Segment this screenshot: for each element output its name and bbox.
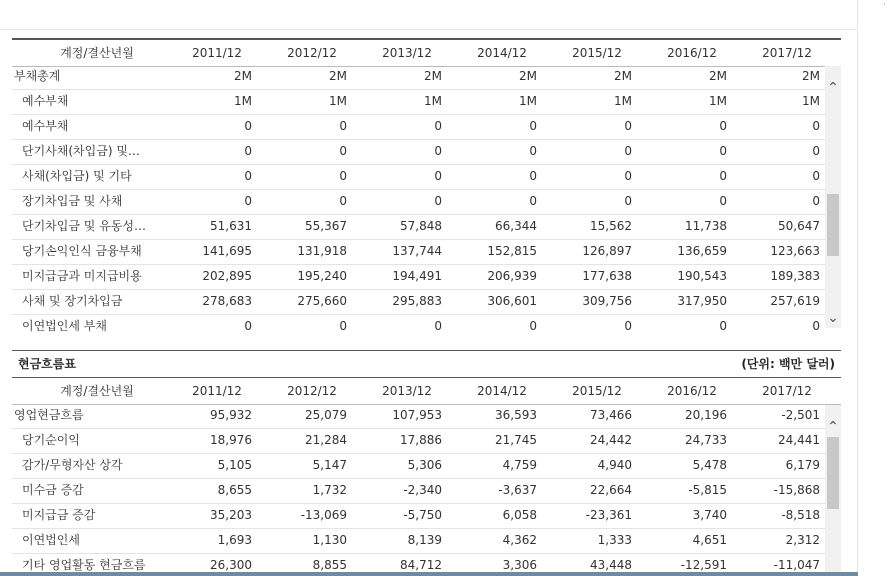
liabilities-scrollbar[interactable] [825,66,841,328]
top-divider [0,29,858,30]
row-value: 3,740 [692,508,727,522]
row-value: 0 [339,144,347,158]
table-row [12,314,825,339]
row-value: 18,976 [210,433,252,447]
row-label: 이연법인세 [22,533,80,547]
row-value: 195,240 [297,269,347,283]
row-label: 단기차입금 및 유동성… [22,219,146,233]
row-value: 0 [434,319,442,333]
row-value: 5,478 [692,458,727,472]
chevron-up-icon[interactable]: ⌃ [827,419,839,435]
row-value: 0 [529,119,537,133]
row-value: 0 [339,119,347,133]
row-value: -13,069 [300,508,347,522]
row-value: -2,501 [781,408,820,422]
row-value: -5,815 [688,483,727,497]
row-value: 66,344 [495,219,537,233]
row-value: -8,518 [781,508,820,522]
row-value: 0 [719,119,727,133]
row-value: 137,744 [392,244,442,258]
scroll-thumb[interactable] [827,194,839,256]
row-label: 부채총계 [14,69,61,83]
column-header-account: 계정/결산년월 [60,46,134,60]
row-value: 141,695 [202,244,252,258]
table-row [12,89,825,115]
row-value: 0 [624,319,632,333]
row-value: 4,759 [502,458,537,472]
row-value: 36,593 [495,408,537,422]
row-value: 1M [519,94,537,108]
table-row [12,478,825,504]
row-value: 0 [434,169,442,183]
row-value: 4,651 [692,533,727,547]
row-value: 1M [709,94,727,108]
row-label: 사채(차입금) 및 기타 [22,169,132,183]
row-value: 20,196 [685,408,727,422]
row-value: 0 [812,119,820,133]
table-row [12,264,825,290]
row-value: 1M [802,94,820,108]
row-value: 95,932 [210,408,252,422]
row-value: 0 [244,119,252,133]
row-value: 0 [244,144,252,158]
row-value: 8,855 [312,558,347,572]
row-value: 0 [244,319,252,333]
row-value: 0 [719,169,727,183]
row-value: 278,683 [202,294,252,308]
table-row [12,553,825,573]
row-value: 24,441 [778,433,820,447]
row-value: 0 [719,319,727,333]
table-row [12,64,825,90]
row-label: 이연법인세 부채 [22,319,107,333]
row-value: 0 [812,194,820,208]
row-value: 5,105 [217,458,252,472]
unit-label: (단위: 백만 달러) [741,357,835,371]
row-value: 21,284 [305,433,347,447]
row-value: 1M [614,94,632,108]
row-value: -15,868 [773,483,820,497]
row-value: 107,953 [392,408,442,422]
row-value: 202,895 [202,269,252,283]
row-value: 84,712 [400,558,442,572]
row-value: 194,491 [392,269,442,283]
column-header-year: 2011/12 [192,384,242,398]
chevron-down-icon[interactable]: ⌄ [827,310,839,326]
table-row [12,214,825,240]
row-value: 1,693 [217,533,252,547]
cashflow-title-bar [12,350,841,378]
column-header-account: 계정/결산년월 [60,384,134,398]
row-value: 1,333 [597,533,632,547]
row-value: 2M [424,69,442,83]
row-value: -12,591 [680,558,727,572]
row-value: 5,306 [407,458,442,472]
row-value: 1M [234,94,252,108]
row-value: 0 [719,144,727,158]
row-value: 152,815 [487,244,537,258]
column-header-year: 2017/12 [762,384,812,398]
row-value: 131,918 [297,244,347,258]
row-value: 0 [812,144,820,158]
row-value: 0 [434,194,442,208]
row-value: 8,139 [407,533,442,547]
row-value: 11,738 [685,219,727,233]
liabilities-panel [12,38,841,340]
table-row [12,403,825,429]
table-row [12,164,825,190]
row-value: 21,745 [495,433,537,447]
bottom-bar [0,572,858,576]
row-value: 1M [424,94,442,108]
row-value: 0 [339,319,347,333]
row-value: 43,448 [590,558,632,572]
liabilities-table [12,64,825,339]
row-value: 0 [244,169,252,183]
row-value: 123,663 [770,244,820,258]
row-value: 309,756 [582,294,632,308]
cashflow-header [12,377,841,405]
row-value: 26,300 [210,558,252,572]
column-header-year: 2015/12 [572,46,622,60]
row-value: 0 [244,194,252,208]
table-row [12,189,825,215]
row-value: 1M [329,94,347,108]
table-row [12,528,825,554]
row-value: 0 [339,194,347,208]
row-value: 50,647 [778,219,820,233]
row-value: 35,203 [210,508,252,522]
row-value: 5,147 [312,458,347,472]
row-value: 22,664 [590,483,632,497]
row-value: 24,733 [685,433,727,447]
row-label: 당기손익인식 금융부채 [22,244,142,258]
table-row [12,428,825,454]
row-value: 8,655 [217,483,252,497]
row-value: 2M [802,69,820,83]
row-value: -11,047 [773,558,820,572]
column-header-year: 2015/12 [572,384,622,398]
row-label: 미지급금 증감 [22,508,96,522]
row-label: 예수부채 [22,119,69,133]
row-value: -5,750 [403,508,442,522]
row-value: 0 [434,144,442,158]
row-value: 0 [719,194,727,208]
right-divider [857,0,858,576]
column-header-year: 2012/12 [287,46,337,60]
row-value: 0 [812,169,820,183]
row-value: 257,619 [770,294,820,308]
row-value: 0 [624,169,632,183]
row-label: 장기차입금 및 사채 [22,194,123,208]
row-label: 예수부채 [22,94,69,108]
cashflow-scrollbar[interactable] [825,405,841,576]
row-value: 0 [529,169,537,183]
row-value: 51,631 [210,219,252,233]
row-value: 73,466 [590,408,632,422]
table-row [12,503,825,529]
row-value: 317,950 [677,294,727,308]
row-value: 6,058 [502,508,537,522]
row-value: 0 [529,144,537,158]
column-header-year: 2014/12 [477,384,527,398]
row-value: 177,638 [582,269,632,283]
row-value: 1,732 [312,483,347,497]
row-value: 2M [709,69,727,83]
row-value: 0 [529,194,537,208]
row-value: 24,442 [590,433,632,447]
row-label: 기타 영업활동 현금흐름 [22,558,146,572]
row-value: 2M [614,69,632,83]
row-value: 0 [529,319,537,333]
table-row [12,139,825,165]
row-value: 55,367 [305,219,347,233]
row-label: 단기사채(차입금) 및… [22,144,140,158]
row-value: 2,312 [785,533,820,547]
row-label: 영업현금흐름 [14,408,84,422]
column-header-year: 2011/12 [192,46,242,60]
row-label: 감가/무형자산 상각 [22,458,123,472]
row-value: 2M [329,69,347,83]
row-value: 2M [234,69,252,83]
row-value: 306,601 [487,294,537,308]
row-label: 당기순이익 [22,433,80,447]
row-value: 0 [624,194,632,208]
table-row [12,289,825,315]
row-value: 0 [339,169,347,183]
row-value: -3,637 [498,483,537,497]
row-value: 2M [519,69,537,83]
row-value: 15,562 [590,219,632,233]
row-value: 206,939 [487,269,537,283]
row-value: 0 [624,119,632,133]
table-row [12,114,825,140]
row-value: 0 [434,119,442,133]
scroll-thumb[interactable] [827,437,839,509]
row-value: 189,383 [770,269,820,283]
column-header-year: 2013/12 [382,384,432,398]
row-value: 3,306 [502,558,537,572]
row-value: 17,886 [400,433,442,447]
row-value: 1,130 [312,533,347,547]
row-value: -23,361 [585,508,632,522]
row-value: 4,940 [597,458,632,472]
cashflow-table [12,403,825,573]
row-value: 190,543 [677,269,727,283]
column-header-year: 2017/12 [762,46,812,60]
row-value: 57,848 [400,219,442,233]
row-label: 미지급금과 미지급비용 [22,269,142,283]
liabilities-header [12,38,841,67]
section-title: 현금흐름표 [18,357,76,371]
row-value: 25,079 [305,408,347,422]
row-value: 136,659 [677,244,727,258]
row-value: 6,179 [785,458,820,472]
column-header-year: 2012/12 [287,384,337,398]
row-value: -2,340 [403,483,442,497]
edge-mark: · [883,0,886,10]
column-header-year: 2014/12 [477,46,527,60]
row-value: 0 [624,144,632,158]
row-value: 275,660 [297,294,347,308]
row-label: 미수금 증감 [22,483,84,497]
column-header-year: 2013/12 [382,46,432,60]
column-header-year: 2016/12 [667,46,717,60]
row-value: 4,362 [502,533,537,547]
table-row [12,239,825,265]
row-label: 사채 및 장기차입금 [22,294,123,308]
chevron-up-icon[interactable]: ⌃ [827,80,839,96]
cashflow-panel [12,377,841,576]
column-header-year: 2016/12 [667,384,717,398]
row-value: 126,897 [582,244,632,258]
row-value: 295,883 [392,294,442,308]
table-row [12,453,825,479]
row-value: 0 [812,319,820,333]
